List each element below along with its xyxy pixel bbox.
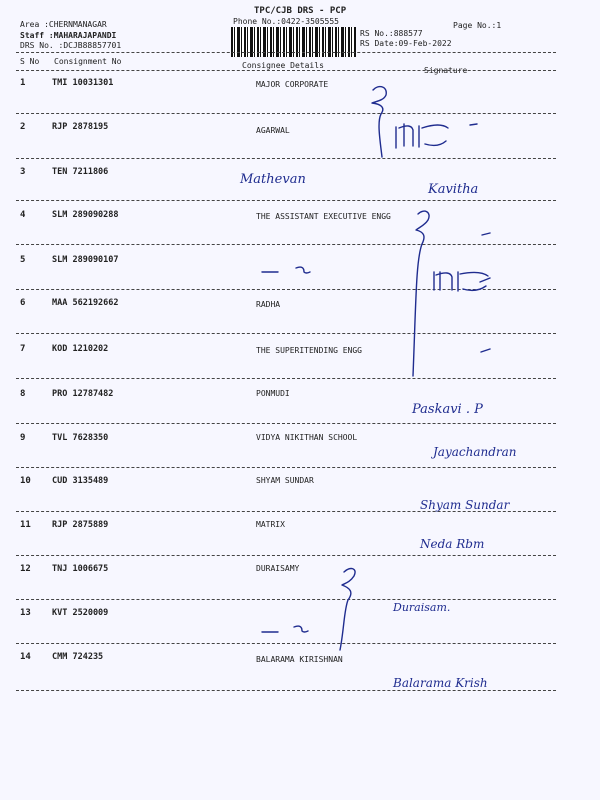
signature-stroke bbox=[413, 211, 429, 376]
row-number: 4 bbox=[20, 210, 26, 220]
row-number: 6 bbox=[20, 298, 26, 308]
drs-number: DRS No. :DCJB88857701 bbox=[20, 41, 122, 50]
row-number: 11 bbox=[20, 520, 31, 530]
consignment-number: MAA 562192662 bbox=[52, 298, 119, 308]
staff-label: Staff :MAHARAJAPANDI bbox=[20, 31, 117, 40]
col-header-consignment: Consignment No bbox=[54, 57, 122, 66]
signature-stroke bbox=[262, 267, 310, 273]
consignment-number: SLM 289090288 bbox=[52, 210, 119, 220]
handwritten-name: Neda Rbm bbox=[420, 537, 485, 551]
consignee-name: VIDYA NIKITHAN SCHOOL bbox=[256, 433, 358, 442]
consignment-number: RJP 2875889 bbox=[52, 520, 109, 530]
consignment-number: TVL 7628350 bbox=[52, 433, 109, 443]
row-number: 1 bbox=[20, 78, 26, 88]
col-header-consignee: Consignee Details bbox=[242, 61, 324, 70]
signature-stroke bbox=[340, 569, 355, 650]
signature-stroke bbox=[470, 124, 490, 352]
rs-number: RS No.:888577 bbox=[360, 29, 423, 38]
consignee-name: THE ASSISTANT EXECUTIVE ENGG bbox=[256, 212, 391, 221]
doc-title: TPC/CJB DRS - PCP bbox=[254, 6, 347, 16]
consignment-number: KOD 1210202 bbox=[52, 344, 109, 354]
signature-stroke bbox=[372, 87, 386, 157]
consignee-name: THE SUPERITENDING ENGG bbox=[256, 346, 362, 355]
page-number: Page No.:1 bbox=[453, 21, 502, 30]
row-number: 14 bbox=[20, 652, 31, 662]
signature-stroke bbox=[396, 124, 448, 148]
consignee-name: MATRIX bbox=[256, 520, 285, 529]
signature-stroke bbox=[262, 626, 308, 632]
row-number: 7 bbox=[20, 344, 26, 354]
consignment-number: RJP 2878195 bbox=[52, 122, 109, 132]
row-number: 13 bbox=[20, 608, 31, 618]
consignment-number: TEN 7211806 bbox=[52, 167, 109, 177]
area-label: Area :CHERNMANAGAR bbox=[20, 20, 107, 29]
consignee-name: MAJOR CORPORATE bbox=[256, 80, 329, 89]
consignee-name: RADHA bbox=[256, 300, 281, 309]
consignment-number: CUD 3135489 bbox=[52, 476, 109, 486]
consignment-number: PRO 12787482 bbox=[52, 389, 114, 399]
consignee-name: DURAISAMY bbox=[256, 564, 300, 573]
consignee-name: SHYAM SUNDAR bbox=[256, 476, 314, 485]
handwritten-name: Balarama Krish bbox=[393, 676, 488, 690]
col-header-signature: Signature bbox=[424, 66, 468, 75]
consignee-name: BALARAMA KIRISHNAN bbox=[256, 655, 343, 664]
consignment-number: KVT 2520009 bbox=[52, 608, 109, 618]
row-number: 2 bbox=[20, 122, 26, 132]
rs-date: RS Date:09-Feb-2022 bbox=[360, 39, 452, 48]
consignment-number: TMI 10031301 bbox=[52, 78, 114, 88]
consignment-number: TNJ 1006675 bbox=[52, 564, 109, 574]
phone-number: Phone No.:0422-3505555 bbox=[233, 17, 339, 26]
col-header-sno: S No bbox=[20, 57, 40, 66]
handwritten-name: Kavitha bbox=[428, 182, 479, 197]
handwritten-name: Shyam Sundar bbox=[420, 498, 510, 512]
row-number: 3 bbox=[20, 167, 26, 177]
row-number: 9 bbox=[20, 433, 26, 443]
row-number: 5 bbox=[20, 255, 26, 265]
consignment-number: SLM 289090107 bbox=[52, 255, 119, 265]
row-number: 8 bbox=[20, 389, 26, 399]
row-number: 10 bbox=[20, 476, 31, 486]
consignee-name: PONMUDI bbox=[256, 389, 290, 398]
consignee-name: AGARWAL bbox=[256, 126, 290, 135]
handwritten-name: Paskavi . P bbox=[412, 402, 483, 417]
handwritten-name: Mathevan bbox=[240, 172, 306, 187]
handwritten-name: Duraisam. bbox=[393, 601, 451, 614]
handwritten-name: Jayachandran bbox=[433, 445, 517, 459]
consignment-number: CMM 724235 bbox=[52, 652, 104, 662]
row-number: 12 bbox=[20, 564, 31, 574]
